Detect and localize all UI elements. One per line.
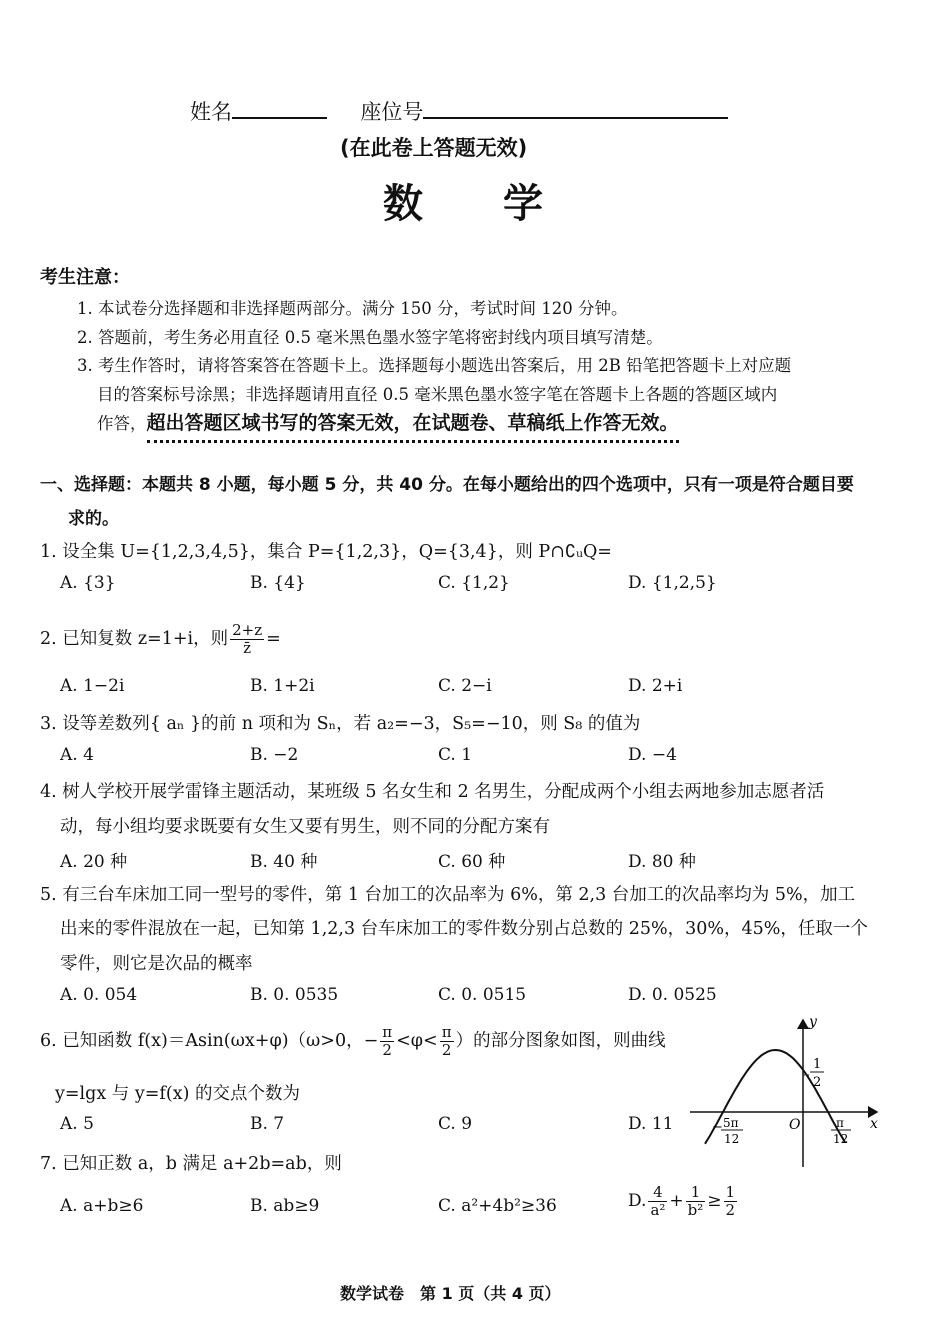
question-6-line2: y=lgx 与 y=f(x) 的交点个数为: [55, 1084, 300, 1104]
x-axis-label: x: [870, 1116, 878, 1132]
question-4-line2: 动，每小组均要求既要有女生又要有男生，则不同的分配方案有: [60, 817, 550, 837]
instruction-3-emphasis: 超出答题区域书写的答案无效，在试题卷、草稿纸上作答无效。: [147, 412, 679, 443]
q7-option-a: A. a+b≥6: [60, 1196, 144, 1216]
instruction-1: 1. 本试卷分选择题和非选择题两部分。满分 150 分，考试时间 120 分钟。: [77, 299, 628, 318]
q3-option-d: D. −4: [628, 745, 677, 765]
q7-option-c: C. a²+4b²≥36: [438, 1196, 557, 1216]
instruction-2: 2. 答题前，考生务必用直径 0.5 毫米黑色墨水签字笔将密封线内项目填写清楚。: [77, 328, 663, 347]
left-sign: −: [712, 1120, 723, 1135]
name-label: 姓名: [190, 100, 232, 124]
q6-prefix: 6. 已知函数 f(x)＝Asin(ωx+φ)（ω>0，−: [40, 1031, 379, 1051]
q6-frac-right: [440, 1024, 454, 1059]
origin-label: O: [789, 1117, 801, 1133]
seat-label: 座位号: [360, 100, 424, 124]
section-heading-line2: 求的。: [68, 509, 119, 529]
q6-frac-right-den: 2: [441, 1041, 452, 1059]
half-den: 2: [813, 1075, 822, 1090]
instruction-3-line1: 3. 考生作答时，请将答案答在答题卡上。选择题每小题选出答案后，用 2B 铅笔把答题卡上对应题: [77, 356, 792, 375]
q7-d-frac3-num: 1: [725, 1183, 736, 1201]
q2-prefix: 2. 已知复数 z=1+i，则: [40, 629, 229, 649]
question-5-line2: 出来的零件混放在一起，已知第 1,2,3 台车床加工的零件数分别占总数的 25%，30%，45%，任取一个: [60, 919, 868, 939]
q1-option-d: D. {1,2,5}: [628, 573, 717, 593]
q2-option-c: C. 2−i: [438, 676, 492, 696]
name-field: [190, 96, 728, 126]
question-1: 1. 设全集 U={1,2,3,4,5}，集合 P={1,2,3}，Q={3,4}，则 P∩∁ᵤQ=: [40, 542, 612, 562]
left-tick-num: 5π: [723, 1116, 739, 1130]
q5-option-a: A. 0. 054: [60, 985, 138, 1005]
page-title: 数 学: [383, 181, 543, 227]
seat-blank: [423, 97, 728, 119]
instruction-3-line2: 目的答案标号涂黑；非选择题请用直径 0.5 毫米黑色墨水签字笔在答题卡上各题的答题区域内: [97, 385, 778, 404]
q7-d-plus: +: [669, 1191, 684, 1211]
q2-fraction: [230, 622, 264, 657]
q7-d-frac3-den: 2: [725, 1201, 736, 1219]
q7-d-frac2-num: 1: [686, 1184, 706, 1202]
q1-option-b: B. {4}: [250, 573, 306, 593]
q6-frac-left-den: 2: [382, 1041, 392, 1059]
question-5-line3: 零件，则它是次品的概率: [60, 954, 253, 974]
question-6-line1: [40, 1024, 666, 1059]
q2-frac-num: 2+z: [232, 621, 263, 639]
q7-d-frac1: [648, 1184, 667, 1219]
q7-d-frac1-den: a²: [650, 1201, 666, 1219]
name-blank: [232, 97, 327, 119]
q1-option-c: C. {1,2}: [438, 573, 510, 593]
q5-option-c: C. 0. 0515: [438, 985, 527, 1005]
right-tick-den: 12: [833, 1132, 849, 1146]
q4-option-d: D. 80 种: [628, 852, 696, 872]
q7-d-frac2: [686, 1184, 706, 1219]
q2-frac-den: z̄: [243, 639, 252, 657]
question-3: 3. 设等差数列{ aₙ }的前 n 项和为 Sₙ，若 a₂=−3，S₅=−10，则 S₈ 的值为: [40, 714, 641, 734]
question-7: 7. 已知正数 a，b 满足 a+2b=ab，则: [40, 1154, 342, 1174]
q2-suffix: =: [266, 629, 281, 649]
q7-d-frac3: [724, 1184, 738, 1219]
q1-option-a: A. {3}: [60, 573, 116, 593]
half-num: 1: [813, 1057, 822, 1072]
q6-frac-right-num: π: [441, 1023, 452, 1041]
instruction-3-prefix: 作答，: [97, 414, 147, 433]
q6-suffix: ）的部分图象如图，则曲线: [455, 1031, 666, 1051]
q6-frac-left-num: π: [382, 1023, 393, 1041]
q6-option-d: D. 11: [628, 1114, 674, 1134]
q4-option-b: B. 40 种: [250, 852, 318, 872]
q6-option-b: B. 7: [250, 1114, 285, 1134]
question-5-line1: 5. 有三台车床加工同一型号的零件，第 1 台加工的次品率为 6%，第 2,3 台加工的次品率均为 5%，加工: [40, 885, 856, 905]
q7-d-ge: ≥: [707, 1191, 722, 1211]
q7-d-frac2-den: b²: [687, 1201, 704, 1219]
page-footer: 数学试卷 第 1 页（共 4 页）: [340, 1284, 561, 1303]
q2-option-b: B. 1+2i: [250, 676, 315, 696]
question-4-line1: 4. 树人学校开展学雷锋主题活动，某班级 5 名女生和 2 名男生，分配成两个小组去两地参加志愿者活: [40, 782, 825, 802]
left-tick-den: 12: [724, 1132, 740, 1146]
function-graph: [685, 1012, 885, 1172]
instructions-heading: 考生注意：: [40, 267, 130, 288]
q5-option-b: B. 0. 0535: [250, 985, 339, 1005]
q7-d-frac1-num: 4: [648, 1184, 667, 1202]
q2-option-d: D. 2+i: [628, 676, 683, 696]
q3-option-c: C. 1: [438, 745, 473, 765]
right-tick-num: π: [836, 1116, 844, 1130]
y-axis-label: y: [809, 1014, 817, 1030]
q6-option-a: A. 5: [60, 1114, 94, 1134]
q7-option-d: [628, 1184, 739, 1219]
q2-option-a: A. 1−2i: [60, 676, 125, 696]
q7-d-prefix: D.: [628, 1191, 647, 1211]
q3-option-b: B. −2: [250, 745, 299, 765]
q5-option-d: D. 0. 0525: [628, 985, 717, 1005]
question-2: [40, 622, 281, 657]
q4-option-c: C. 60 种: [438, 852, 506, 872]
q3-option-a: A. 4: [60, 745, 94, 765]
q6-option-c: C. 9: [438, 1114, 473, 1134]
q6-mid: <φ<: [396, 1031, 438, 1051]
q4-option-a: A. 20 种: [60, 852, 128, 872]
section-heading-line1: 一、选择题：本题共 8 小题，每小题 5 分，共 40 分。在每小题给出的四个选项中，只有一项是符合题目要: [40, 475, 854, 495]
invalid-notice: (在此卷上答题无效): [340, 136, 528, 160]
q6-frac-left: [380, 1024, 394, 1059]
q7-option-b: B. ab≥9: [250, 1196, 320, 1216]
instruction-3-line3: [97, 408, 679, 435]
